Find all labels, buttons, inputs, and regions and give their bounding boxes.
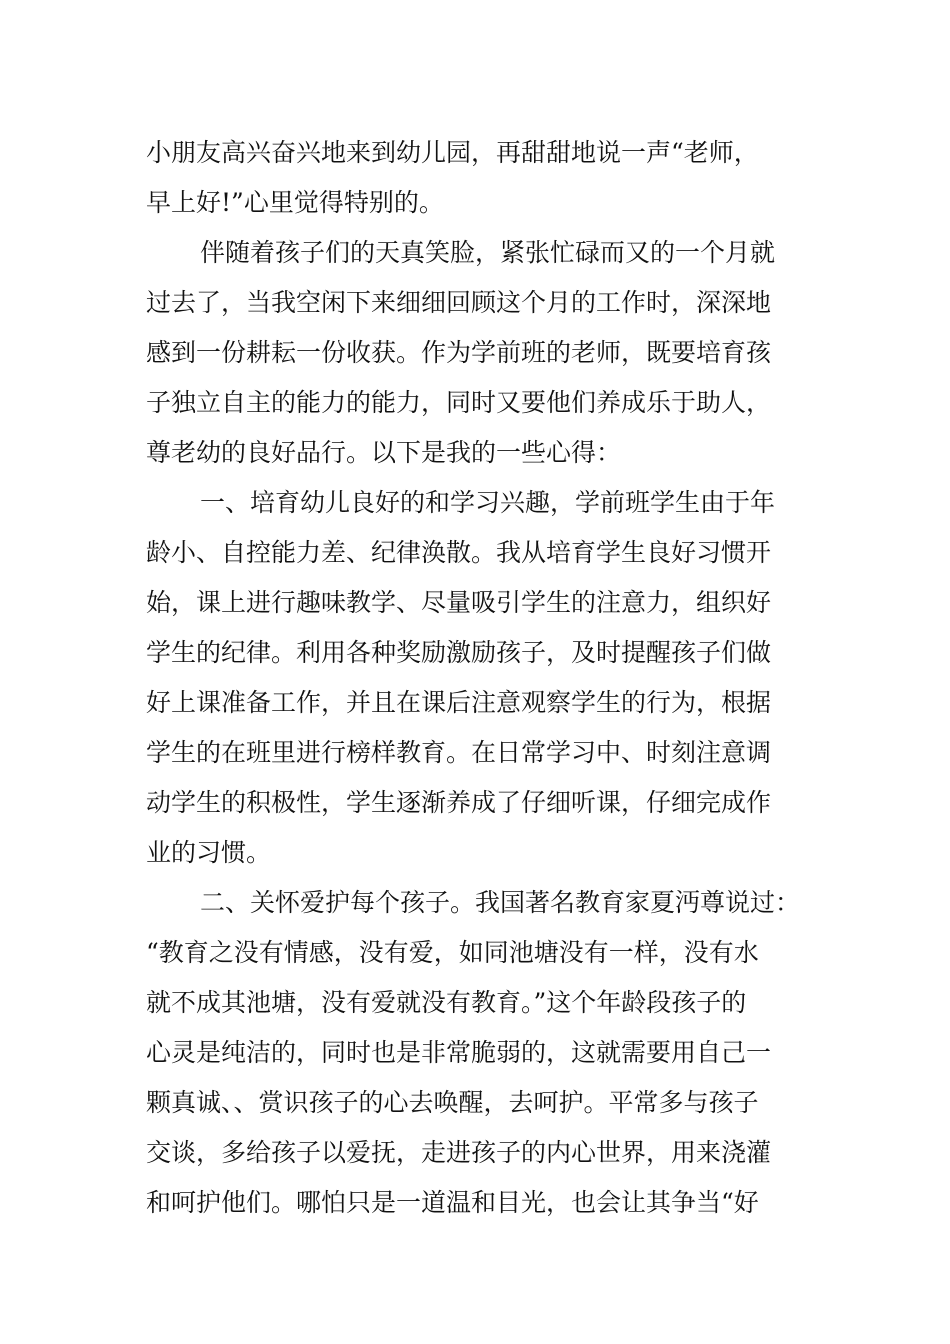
text-line: 子独立自主的能力的能力，同时又要他们养成乐于助人， [146, 388, 772, 417]
text-line: 和呵护他们。哪怕只是一道温和目光，也会让其争当“好 [146, 1188, 759, 1217]
text-line: 早上好!”心里觉得特别的。 [146, 188, 444, 217]
paragraph-point-one [146, 478, 826, 878]
text-line: 心灵是纯洁的，同时也是非常脆弱的，这就需要用自己一 [146, 1038, 772, 1067]
text-line: 动学生的积极性，学生逐渐养成了仔细听课，仔细完成作 [146, 788, 772, 817]
text-line: 过去了，当我空闲下来细细回顾这个月的工作时，深深地 [146, 288, 772, 317]
text-line: 学生的在班里进行榜样教育。在日常学习中、时刻注意调 [146, 738, 772, 767]
text-line: 业的习惯。 [146, 838, 272, 867]
text-line: 二、关怀爱护每个孩子。我国著名教育家夏沔尊说过： [200, 888, 801, 917]
paragraph-intro [146, 228, 826, 478]
text-line: 一、培育幼儿良好的和学习兴趣，学前班学生由于年 [200, 488, 776, 517]
document-body [146, 128, 826, 1228]
text-line: 龄小、自控能力差、纪律涣散。我从培育学生良好习惯开 [146, 538, 772, 567]
text-line: 学生的纪律。利用各种奖励激励孩子，及时提醒孩子们做 [146, 638, 772, 667]
text-line: 颗真诚、、赏识孩子的心去唤醒，去呵护。平常多与孩子 [146, 1088, 759, 1117]
text-line: 始，课上进行趣味教学、尽量吸引学生的注意力，组织好 [146, 588, 772, 617]
text-line: 伴随着孩子们的天真笑脸，紧张忙碌而又的一个月就 [200, 238, 776, 267]
text-line: 就不成其池塘，没有爱就没有教育。”这个年龄段孩子的 [146, 988, 747, 1017]
text-line: 小朋友高兴奋兴地来到幼儿园，再甜甜地说一声“老师， [146, 138, 759, 167]
text-line: 感到一份耕耘一份收获。作为学前班的老师，既要培育孩 [146, 338, 772, 367]
text-line: 尊老幼的良好品行。以下是我的一些心得： [146, 438, 622, 467]
text-line: 交谈，多给孩子以爱抚，走进孩子的内心世界，用来浇灌 [146, 1138, 772, 1167]
text-line: “教育之没有情感，没有爱，如同池塘没有一样，没有水 [146, 938, 759, 967]
text-line: 好上课准备工作，并且在课后注意观察学生的行为，根据 [146, 688, 772, 717]
paragraph-continuation [146, 128, 826, 228]
paragraph-point-two [146, 878, 826, 1228]
